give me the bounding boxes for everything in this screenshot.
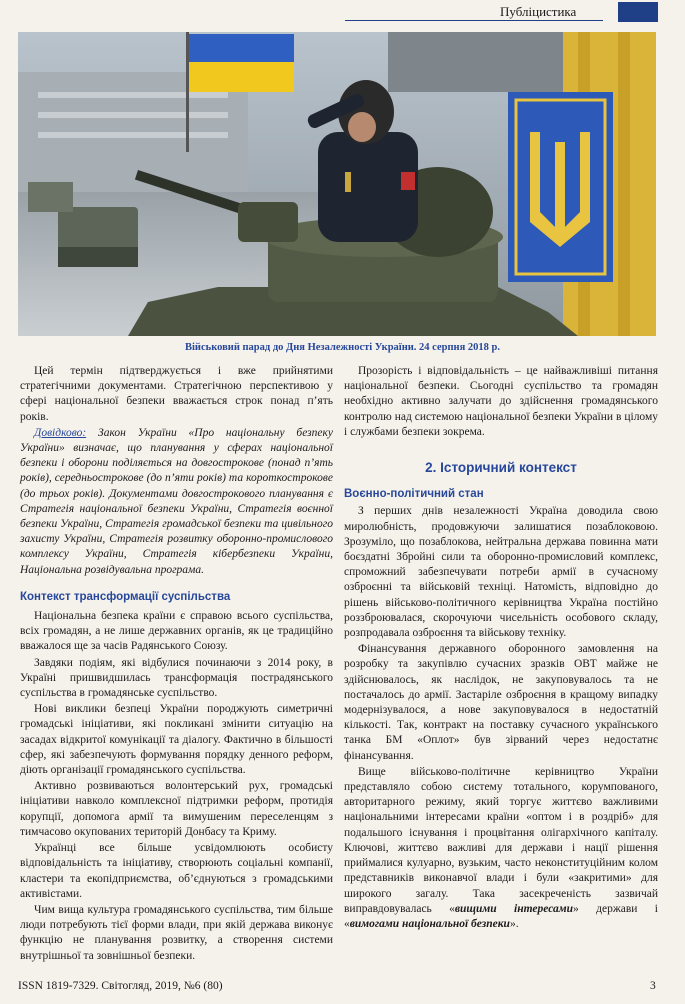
photo-caption: Військовий парад до Дня Незалежності України. 24 серпня 2018 р. [185,342,500,353]
footer-issn: ISSN 1819-7329. Світогляд, 2019, №6 (80) [18,980,223,992]
paragraph-text: » держави і « [344,902,658,930]
reference-text: Закон України «Про національну безпеку України» визначає, що планування у сферах національної безпеки і оборони поділяється на довгострокове (понад п’ять років), середньострокове (до п’яти років) та короткострокове (до трьох років). Документами довгострокового планування є Стратегія національної безпеки України, Стратегія воєнної безпеки України, Стратегія громадської безпеки та цивільного захисту України, Стратегія розвитку оборонно-промислового комплексу України, Стратегія кібербезпеки України, Національна розвідувальна програма. [20,426,333,576]
emphasis: вимогами національної безпеки [349,917,510,930]
reference-label: Довідково: [34,426,87,439]
header-rule [345,20,603,21]
reference-note [20,426,333,578]
right-column [344,364,658,932]
paragraph: Фінансування державного оборонного замовлення на розробку та закупівлю сучасних зразків ОВТ майже не здійснювалось, як наслідок, не закуповувалось та не постачалось до армії. Застаріле озброєння в кращому випадку модернізувалося, а нове закуповувалося в недостатній кількості. Так, контракт на поставку сучасного українського танка БМ «Оплот» був зірваний через недостатнє фінансування. [344,643,658,762]
emphasis: вищими інтересами [454,902,574,915]
paragraph: Нові виклики безпеці України породжують симетричні громадські ініціативи, які покликані змінити ситуацію на засадах відкритої комунікації та діалогу. Фактично в більшості сфер, які забезпечують формування порядку денного реформ, діють організації громадянського суспільства. [20,703,333,777]
paragraph [344,765,658,932]
paragraph: Прозорість і відповідальність – це найважливіші питання національної безпеки. Сьогодні суспільство та громадян необхідно активно залучати до здійснення громадянського контролю над системою національної безпеки України в цілому і службами безпеки зокрема. [344,365,658,438]
page-number: 3 [650,980,656,992]
paragraph: Цей термін підтверджується і вже прийнятими стратегічними документами. Стратегічною перспективою у сфері національної безпеки вважається строк понад п’ять років. [20,365,333,423]
paragraph-text: ». [509,917,519,930]
paragraph: З перших днів незалежності Україна доводила свою миролюбність, продовжуючи залишатися позаблоковою. Зрозуміло, що позаблокова, нейтральна держава повинна мати боєздатні Збройні сили та оборонно-промисловий комплекс, спроможний забезпечувати потреби армії в сучасному озброєнні та військовій техніці. Натомість, відповідно до рішень військово-політичного керівництва Україна постійно роззброювалася, скорочуючи чисельність особового складу, розпродавала озброєння та військову техніку. [344,505,658,640]
paragraph: Активно розвиваються волонтерський рух, громадські ініціативи навколо комплексної підтримки реформ, протидія корупції, допомога армії та вимушеним переселенцям з тимчасово окупованих територій Донбасу та Криму. [20,780,333,838]
subheading-society: Контекст трансформації суспільства [20,590,231,603]
header-color-block [618,2,658,22]
paragraph-text: Вище військово-політичне керівництво України представляло собою систему тотального, корумпованого, авторитарного режиму, який торгує життєво важливими національними інтересами країни «оптом і в роздріб» для подальшого існування і процвітання олігархічного капіталу. Ключові, життєво важливі для держави і нації рішення приймалися кулуарно, вузьким, часто неконституційним колом представників виконавчої влади і були «закритими» для широкого загалу. Така засекреченість зазвичай виправдовувалась « [344,765,658,915]
paragraph: Завдяки подіям, які відбулися починаючи з 2014 року, в Україні пришвидшилась трансформація пострадянського суспільства в громадянське суспільство. [20,656,333,700]
paragraph: Чим вища культура громадянського суспільства, тим більше люди потребують тієї форми влади, при якій держава виконує функцію не планування розвитку, а створення системи внутрішньої та зовнішньої безпеки. [20,903,333,962]
section-label: Публіцистика [500,4,577,19]
parade-photo [18,32,656,336]
section-heading: 2. Історичний контекст [425,460,577,476]
left-column [20,364,333,964]
subheading-military: Воєнно-політичний стан [344,488,484,501]
paragraph: Національна безпека країни є справою всього суспільства, всіх громадян, а не лише державних органів, як це традиційно вважалося ще за часів Радянського Союзу. [20,610,333,653]
paragraph: Українці все більше усвідомлюють особисту відповідальність та ініціативу, створюють соціальні компанії, кластери та екопідприємства, об’єднуються з громадськими активістами. [20,842,333,900]
